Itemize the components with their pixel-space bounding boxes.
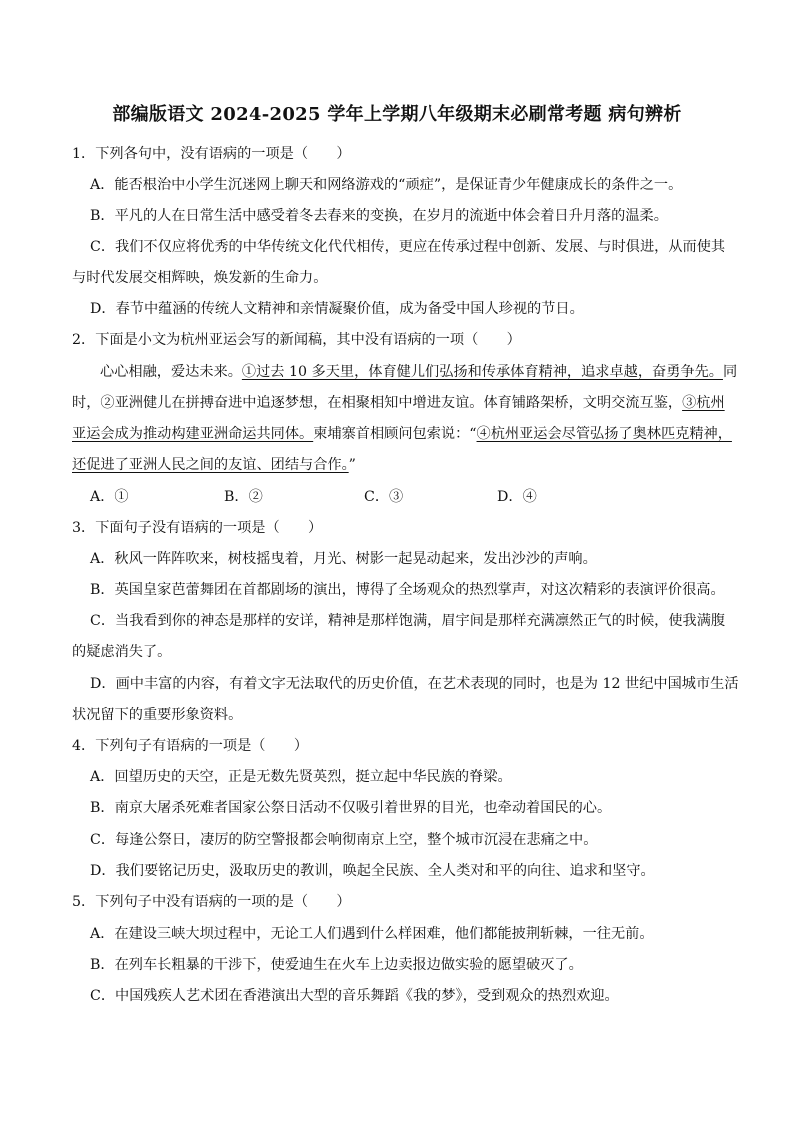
passage-underlined-4: 还促进了亚洲人民之间的友谊、团结与合作。 [72, 457, 349, 473]
passage-text: 同 [722, 364, 738, 380]
passage-text: 柬埔寨首相顾问包索说：“ [313, 426, 477, 442]
passage-underlined-3: 亚运会成为推动构建亚洲命运共同体。 [72, 426, 314, 442]
passage-underlined-3: ③杭州 [682, 395, 725, 411]
question-2-passage-line-2 [72, 393, 725, 413]
question-3-stem: 3．下面句子没有语病的一项是（ ） [72, 520, 323, 536]
question-2-passage-line-3 [72, 424, 732, 444]
question-2-choice-a: A．① [90, 489, 129, 505]
passage-text: ” [348, 457, 356, 473]
question-5-option-c: C．中国残疾人艺术团在香港演出大型的音乐舞蹈《我的梦》，受到观众的热烈欢迎。 [90, 988, 619, 1004]
passage-underlined-1: ①过去 10 多天里，体育健儿们弘扬和传承体育精神，追求卓越，奋勇争先。 [241, 364, 723, 380]
question-2-stem: 2．下面是小文为杭州亚运会写的新闻稿，其中没有语病的一项（ ） [72, 332, 521, 348]
question-4-stem: 4．下列句子有语病的一项是（ ） [72, 738, 309, 754]
passage-text: 时，②亚洲健儿在拼搏奋进中追逐梦想，在相聚相知中增进友谊。体育铺路架桥，文明交流互鉴， [72, 395, 683, 411]
question-3-option-a: A．秋风一阵阵吹来，树枝摇曳着，月光、树影一起晃动起来，发出沙沙的声响。 [90, 551, 597, 567]
question-3-option-d-cont: 状况留下的重要形象资料。 [72, 707, 243, 723]
question-3-option-c: C．当我看到你的神态是那样的安详，精神是那样饱满，眉宇间是那样充满凛然正气的时候，使我满腹 [90, 613, 726, 629]
question-3-option-d: D．画中丰富的内容，有着文字无法取代的历史价值，在艺术表现的同时，也是为 12 世纪中国城市生活 [90, 676, 739, 692]
question-4-option-d: D．我们要铭记历史，汲取历史的教训，唤起全民族、全人类对和平的向往、追求和坚守。 [90, 863, 655, 879]
question-4-option-c: C．每逢公祭日，凄厉的防空警报都会响彻南京上空，整个城市沉浸在悲痛之中。 [90, 832, 598, 848]
passage-underlined-4: ④杭州亚运会尽管弘扬了奥林匹克精神， [476, 426, 732, 442]
question-2-choice-d: D．④ [497, 489, 537, 505]
question-1-option-b: B．平凡的人在日常生活中感受着冬去春来的变换，在岁月的流逝中体会着日升月落的温柔。 [90, 208, 668, 224]
question-3-option-b: B．英国皇家芭蕾舞团在首都剧场的演出，博得了全场观众的热烈掌声，对这次精彩的表演评价很高。 [90, 582, 725, 598]
question-5-stem: 5．下列句子中没有语病的一项的是（ ） [72, 894, 351, 910]
question-5-option-a: A．在建设三峡大坝过程中，无论工人们遇到什么样困难，他们都能披荆斩棘，一往无前。 [90, 926, 654, 942]
question-1-option-a: A．能否根治中小学生沉迷网上聊天和网络游戏的“顽症”，是保证青少年健康成长的条件之一。 [90, 177, 683, 193]
question-2-choice-b: B．② [224, 489, 263, 505]
question-1-option-d: D．春节中蕴涵的传统人文精神和亲情凝聚价值，成为备受中国人珍视的节日。 [90, 301, 584, 317]
passage-text: 心心相融，爱达未来。 [100, 364, 242, 380]
page-title: 部编版语文 2024-2025 学年上学期八年级期末必刷常考题 病句辨析 [112, 104, 682, 125]
question-2-passage-line-4 [72, 455, 356, 475]
question-3-option-c-cont: 的疑虑消失了。 [72, 644, 172, 660]
question-4-option-a: A．回望历史的天空，正是无数先贤英烈，挺立起中华民族的脊梁。 [90, 769, 512, 785]
question-1-stem: 1．下列各句中，没有语病的一项是（ ） [72, 146, 351, 162]
question-5-option-b: B．在列车长粗暴的干涉下，使爱迪生在火车上边卖报边做实验的愿望破灭了。 [90, 957, 583, 973]
question-2-passage-line-1 [100, 362, 737, 382]
question-2-choice-c: C．③ [364, 489, 404, 505]
question-1-option-c: C．我们不仅应将优秀的中华传统文化代代相传，更应在传承过程中创新、发展、与时俱进，从而使其 [90, 239, 726, 255]
question-4-option-b: B．南京大屠杀死难者国家公祭日活动不仅吸引着世界的目光，也牵动着国民的心。 [90, 800, 612, 816]
question-1-option-c-cont: 与时代发展交相辉映，焕发新的生命力。 [72, 270, 328, 286]
